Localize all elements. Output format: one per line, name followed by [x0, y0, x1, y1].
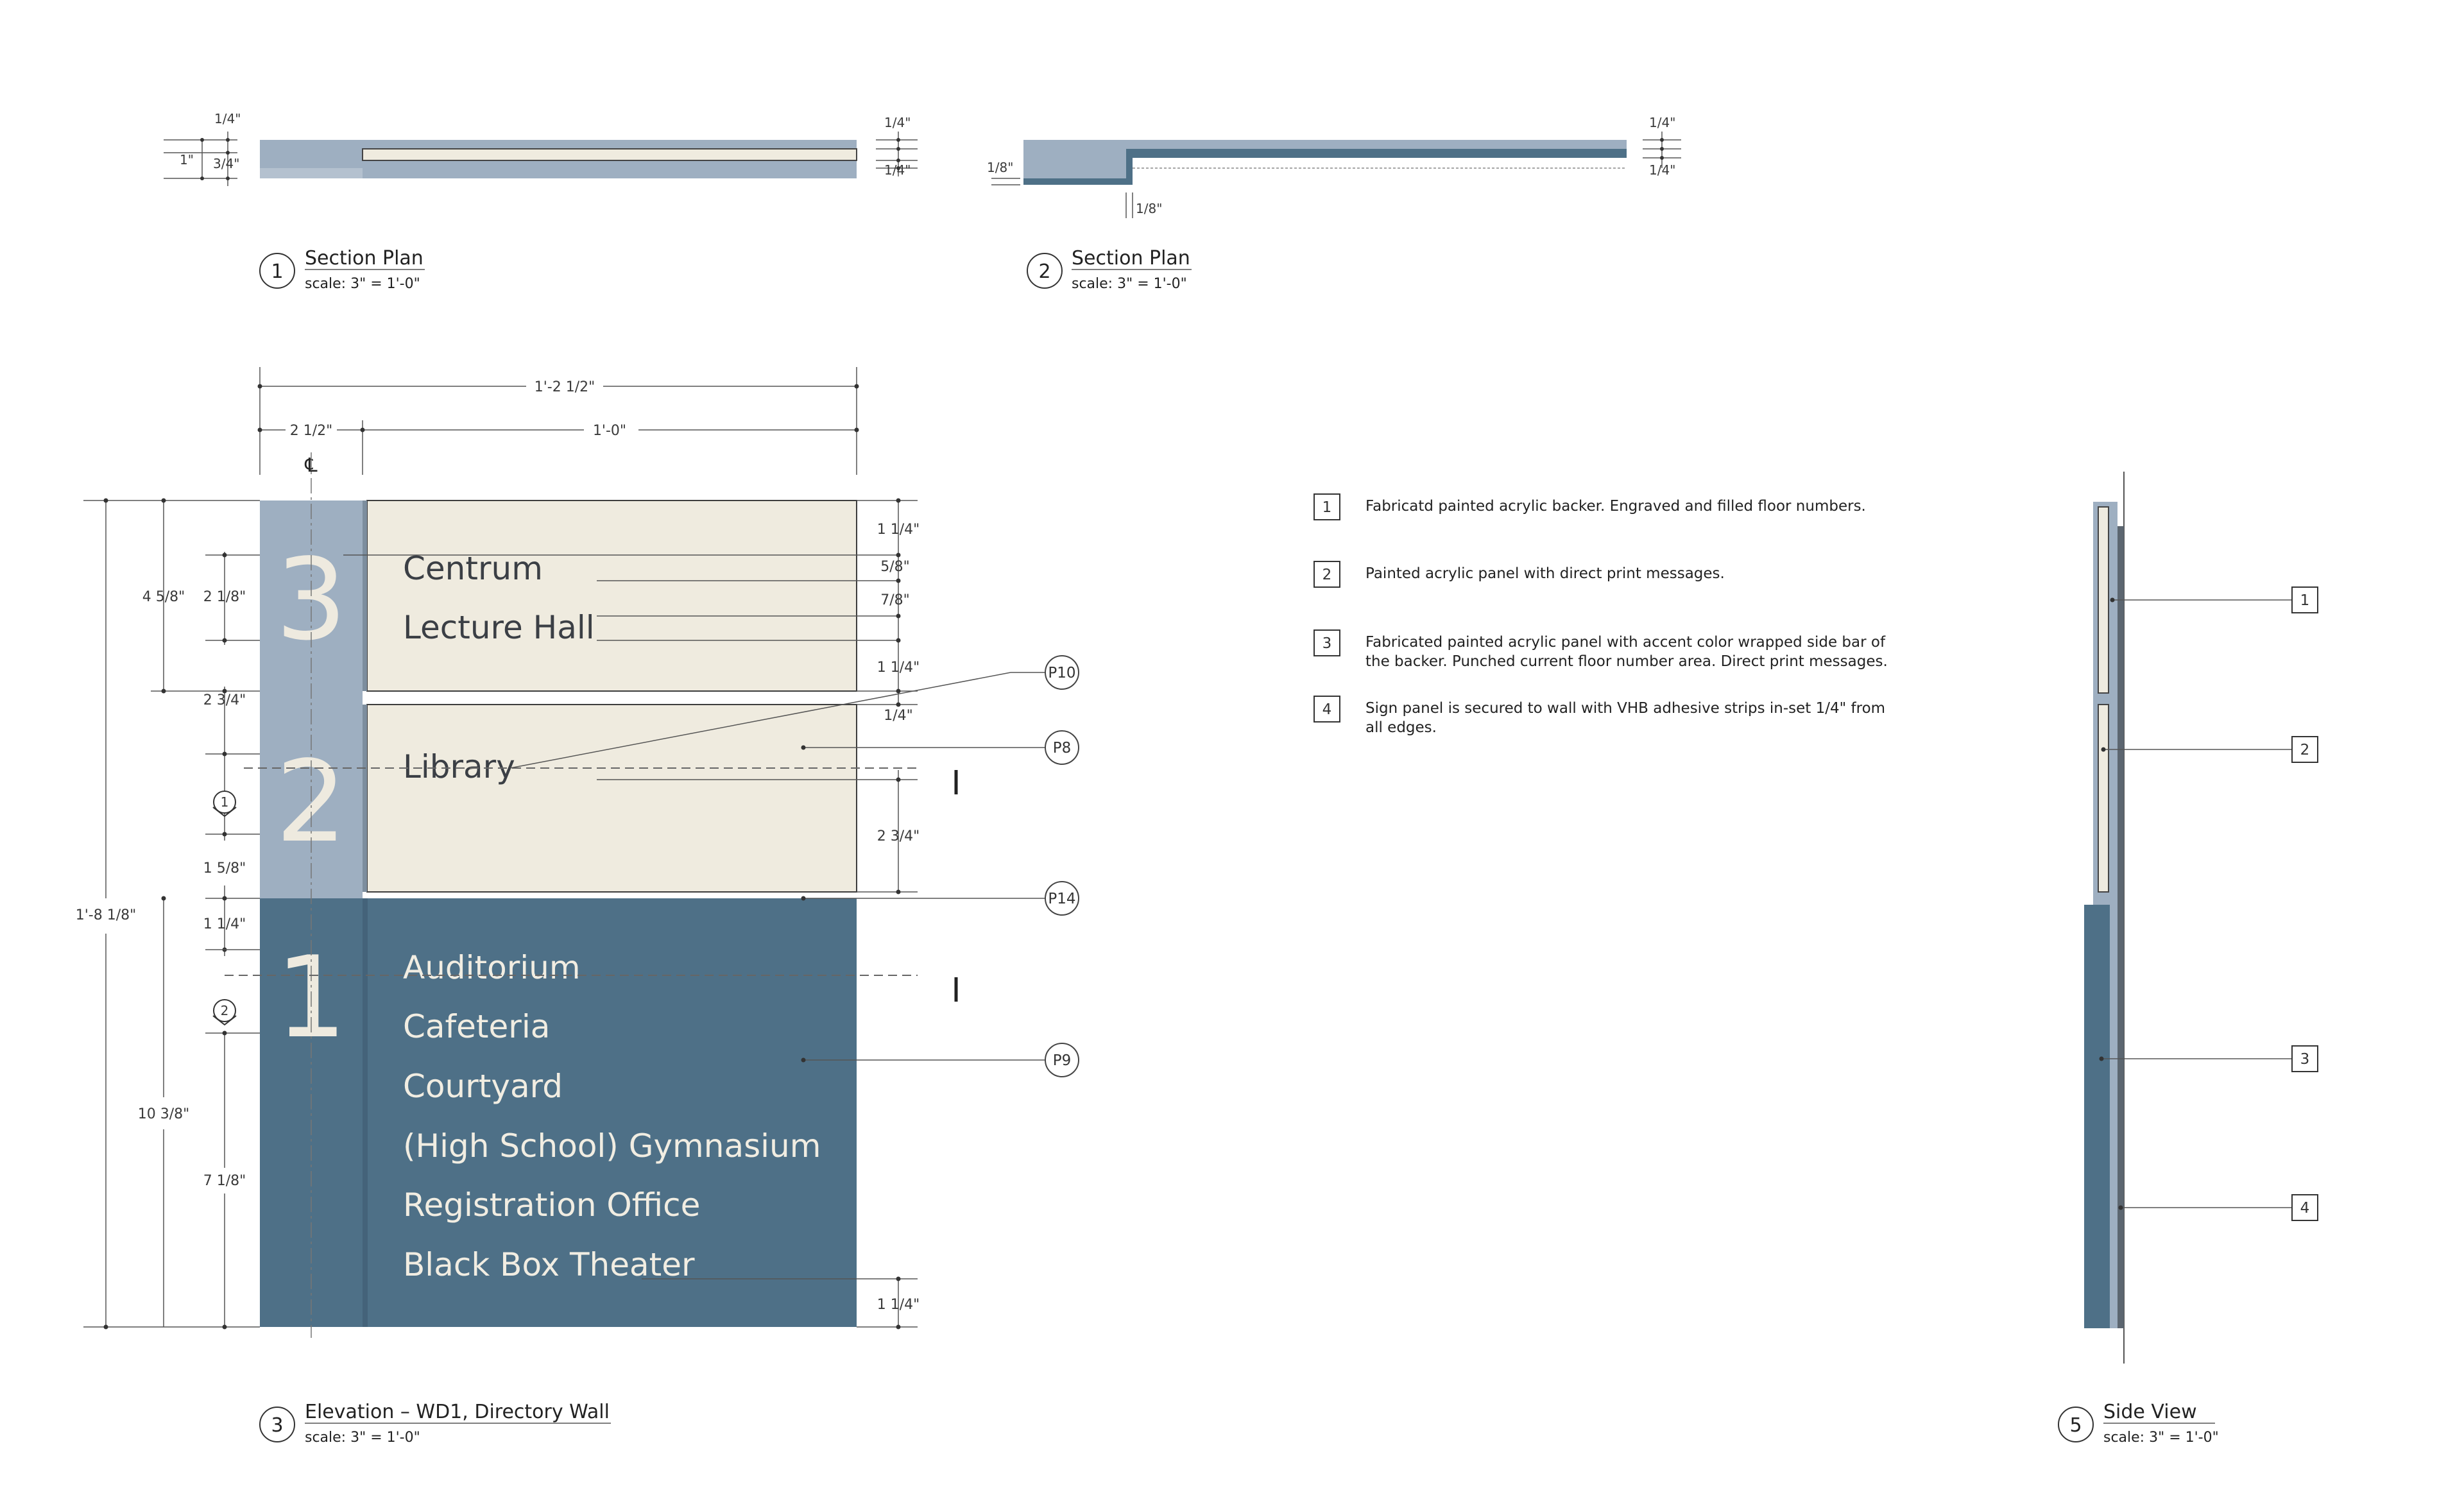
dim-1: 1": [180, 152, 194, 167]
dim-overall-width: 1'-2 1/2": [534, 379, 595, 395]
finish-tag-label: P14: [1048, 891, 1076, 907]
dim-1-4: 1/4": [214, 111, 241, 126]
section-cut-number: 1: [220, 794, 229, 810]
backer-inset: [260, 168, 363, 178]
note-text: the backer. Punched current floor number area. Direct print messages.: [1365, 653, 1888, 670]
drawing-scale: scale: 3" = 1'-0": [305, 276, 420, 292]
dim-line-gap: 7/8": [880, 592, 910, 608]
note-text: Sign panel is secured to wall with VHB adhesive strips in-set 1/4" from: [1365, 700, 1886, 717]
note-number: 2: [1322, 567, 1332, 583]
finish-tag-label: P8: [1052, 740, 1072, 757]
dim-1-4-top: 1/4": [884, 115, 911, 130]
drawing-title: Side View: [2103, 1401, 2197, 1423]
section-marker-number: 2: [1038, 261, 1051, 283]
dim-top-margin: 1 1/4": [877, 522, 920, 538]
message-gymnasium: (High School) Gymnasium: [403, 1127, 821, 1165]
note-text: all edges.: [1365, 719, 1437, 736]
centerline-symbol: ℄: [305, 454, 318, 477]
callout-number: 2: [2300, 742, 2310, 758]
panel-2-profile: [2098, 705, 2109, 892]
note-number: 4: [1322, 701, 1332, 718]
elevation-directory-wall: [76, 367, 1079, 1446]
finish-tag-label: P9: [1052, 1052, 1072, 1069]
message-cafeteria: Cafeteria: [403, 1008, 551, 1045]
section-marker-number: 5: [2069, 1414, 2082, 1437]
note-text: Fabricatd painted acrylic backer. Engraved and filled floor numbers.: [1365, 498, 1866, 515]
dim-floor-gap: 2 3/4": [203, 692, 246, 708]
finish-tag-label: P10: [1048, 665, 1076, 681]
accent-wrap: [1023, 178, 1126, 185]
callout-number: 4: [2300, 1200, 2310, 1217]
dim-1-8-left: 1/8": [987, 160, 1014, 175]
floor-number-3: 3: [275, 535, 347, 665]
message-library: Library: [403, 748, 515, 785]
section-plan-1: [164, 111, 918, 292]
dim-floor-3-height: 4 5/8": [142, 589, 185, 605]
callout-number: 3: [2300, 1051, 2310, 1068]
dim-panel-width: 1'-0": [592, 423, 627, 439]
backer-flange: [1126, 140, 1627, 149]
section-plan-2: [987, 115, 1681, 292]
floor-3-panel: [367, 500, 857, 691]
dim-1-4-top: 1/4": [1649, 115, 1676, 130]
general-notes: [1314, 494, 1888, 736]
note-text: Painted acrylic panel with direct print messages.: [1365, 565, 1725, 582]
section-marker-number: 1: [271, 261, 284, 283]
dim-panel-gap: 1/4": [884, 708, 913, 724]
message-lecture-hall: Lecture Hall: [403, 609, 595, 646]
floor-2-panel: [367, 705, 857, 892]
dim-1-8-bottom: 1/8": [1136, 201, 1163, 216]
note-number: 1: [1322, 499, 1332, 516]
accent-side: [1126, 149, 1133, 185]
dim-1-4-bottom: 1/4": [1649, 162, 1676, 178]
backer-section: [1023, 140, 1126, 185]
drawing-title: Section Plan: [1072, 247, 1190, 269]
drawing-scale: scale: 3" = 1'-0": [1072, 276, 1187, 292]
section-cut-number: 2: [220, 1003, 229, 1018]
dim-floor-1-height: 10 3/8": [137, 1106, 190, 1122]
message-centrum: Centrum: [403, 550, 543, 587]
note-number: 3: [1322, 635, 1332, 652]
side-view: [2058, 472, 2318, 1446]
note-text: Fabricated painted acrylic panel with accent color wrapped side bar of: [1365, 634, 1886, 651]
dim-bottom-margin: 1 1/4": [877, 660, 920, 676]
section-marker-number: 3: [271, 1414, 284, 1437]
floor-number-1: 1: [275, 933, 347, 1063]
dim-library-to-bottom: 2 3/4": [877, 828, 920, 844]
drawing-title: Elevation – WD1, Directory Wall: [305, 1401, 610, 1423]
drawing-scale: scale: 3" = 1'-0": [305, 1430, 420, 1446]
panel-section: [363, 149, 857, 160]
message-black-box-theater: Black Box Theater: [403, 1246, 695, 1283]
dim-overall-height: 1'-8 1/8": [75, 907, 137, 923]
drawing-scale: scale: 3" = 1'-0": [2103, 1430, 2219, 1446]
dim-3-4: 3/4": [213, 156, 240, 171]
dim-numeral-height: 2 1/8": [203, 589, 246, 605]
floor-number-2: 2: [275, 737, 347, 868]
dim-floor-1-top: 1 1/4": [203, 916, 246, 932]
message-courtyard: Courtyard: [403, 1068, 563, 1105]
dim-cap-height: 5/8": [880, 559, 910, 575]
dim-messages-height: 7 1/8": [203, 1173, 246, 1189]
accent-strip: [1126, 149, 1627, 158]
dim-bottom-margin-1: 1 1/4": [877, 1297, 920, 1313]
callout-number: 1: [2300, 592, 2310, 609]
panel-1-profile: [2084, 905, 2110, 1328]
dim-numeral-bottom: 1 5/8": [203, 860, 246, 877]
dim-sidebar-width: 2 1/2": [289, 423, 333, 439]
drawing-title: Section Plan: [305, 247, 424, 269]
message-auditorium: Auditorium: [403, 949, 581, 986]
dim-1-4-bottom: 1/4": [884, 162, 911, 178]
panel-3-profile: [2098, 507, 2109, 693]
message-registration-office: Registration Office: [403, 1186, 701, 1224]
